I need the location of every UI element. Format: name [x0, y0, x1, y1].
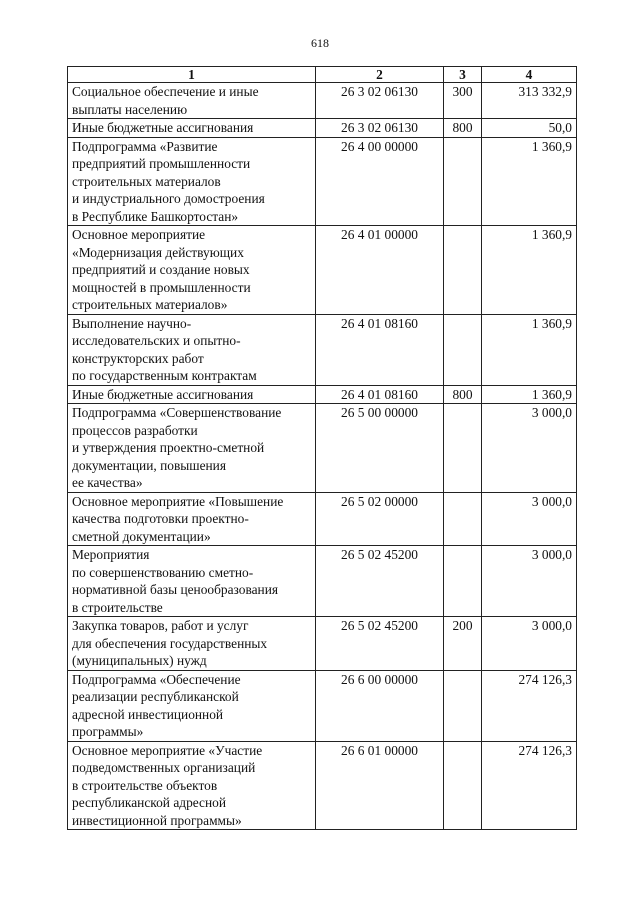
row-name: Социальное обеспечение и иные выплаты населению	[68, 83, 316, 119]
row-type	[444, 137, 482, 226]
table-row	[68, 492, 577, 546]
table-row	[68, 137, 577, 226]
row-code: 26 4 01 08160	[316, 385, 444, 404]
row-type	[444, 546, 482, 617]
column-header-type: 3	[444, 67, 482, 83]
table-row	[68, 404, 577, 493]
row-sum: 3 000,0	[482, 492, 577, 546]
row-code: 26 4 00 00000	[316, 137, 444, 226]
column-header-code: 2	[316, 67, 444, 83]
row-sum: 274 126,3	[482, 670, 577, 741]
page-number: 618	[311, 36, 329, 50]
table-row	[68, 119, 577, 138]
row-code: 26 6 01 00000	[316, 741, 444, 830]
row-code: 26 5 02 00000	[316, 492, 444, 546]
row-name: Иные бюджетные ассигнования	[68, 119, 316, 138]
row-name: Закупка товаров, работ и услуг для обеспечения государственных (муниципальных) нужд	[68, 617, 316, 671]
row-name: Подпрограмма «Совершенствование процессов разработки и утверждения проектно-сметной документации, повышения ее качества»	[68, 404, 316, 493]
row-type	[444, 226, 482, 315]
row-code: 26 5 02 45200	[316, 546, 444, 617]
row-name: Основное мероприятие «Модернизация действующих предприятий и создание новых мощностей в промышленности строительных материалов»	[68, 226, 316, 315]
row-code: 26 3 02 06130	[316, 83, 444, 119]
row-code: 26 3 02 06130	[316, 119, 444, 138]
row-sum: 1 360,9	[482, 226, 577, 315]
row-name: Мероприятия по совершенствованию сметно- нормативной базы ценообразования в строительстве	[68, 546, 316, 617]
row-type	[444, 741, 482, 830]
row-type: 800	[444, 119, 482, 138]
row-type	[444, 492, 482, 546]
table-row	[68, 83, 577, 119]
table-row	[68, 546, 577, 617]
row-name: Подпрограмма «Развитие предприятий промышленности строительных материалов и индустриального домостроения в Республике Башкортостан»	[68, 137, 316, 226]
row-code: 26 5 02 45200	[316, 617, 444, 671]
table-row	[68, 226, 577, 315]
row-type	[444, 314, 482, 385]
row-type	[444, 670, 482, 741]
budget-table	[67, 66, 577, 830]
row-name: Выполнение научно- исследовательских и опытно- конструкторских работ по государственным контрактам	[68, 314, 316, 385]
column-header-name: 1	[68, 67, 316, 83]
row-sum: 313 332,9	[482, 83, 577, 119]
row-code: 26 4 01 08160	[316, 314, 444, 385]
table-row	[68, 385, 577, 404]
row-sum: 274 126,3	[482, 741, 577, 830]
row-type: 800	[444, 385, 482, 404]
row-type	[444, 404, 482, 493]
column-header-sum: 4	[482, 67, 577, 83]
table-row	[68, 314, 577, 385]
row-code: 26 6 00 00000	[316, 670, 444, 741]
row-type: 300	[444, 83, 482, 119]
row-sum: 3 000,0	[482, 404, 577, 493]
row-sum: 1 360,9	[482, 314, 577, 385]
table-row	[68, 617, 577, 671]
row-code: 26 4 01 00000	[316, 226, 444, 315]
row-sum: 3 000,0	[482, 546, 577, 617]
row-name: Основное мероприятие «Участие подведомственных организаций в строительстве объектов республиканской адресной инвестиционной программы»	[68, 741, 316, 830]
row-name: Иные бюджетные ассигнования	[68, 385, 316, 404]
row-sum: 3 000,0	[482, 617, 577, 671]
row-sum: 1 360,9	[482, 137, 577, 226]
row-name: Основное мероприятие «Повышение качества подготовки проектно- сметной документации»	[68, 492, 316, 546]
table-row	[68, 741, 577, 830]
table-body	[68, 83, 577, 830]
row-code: 26 5 00 00000	[316, 404, 444, 493]
row-sum: 50,0	[482, 119, 577, 138]
table-header-row	[68, 67, 577, 83]
row-sum: 1 360,9	[482, 385, 577, 404]
table-row	[68, 670, 577, 741]
row-name: Подпрограмма «Обеспечение реализации республиканской адресной инвестиционной программы»	[68, 670, 316, 741]
row-type: 200	[444, 617, 482, 671]
